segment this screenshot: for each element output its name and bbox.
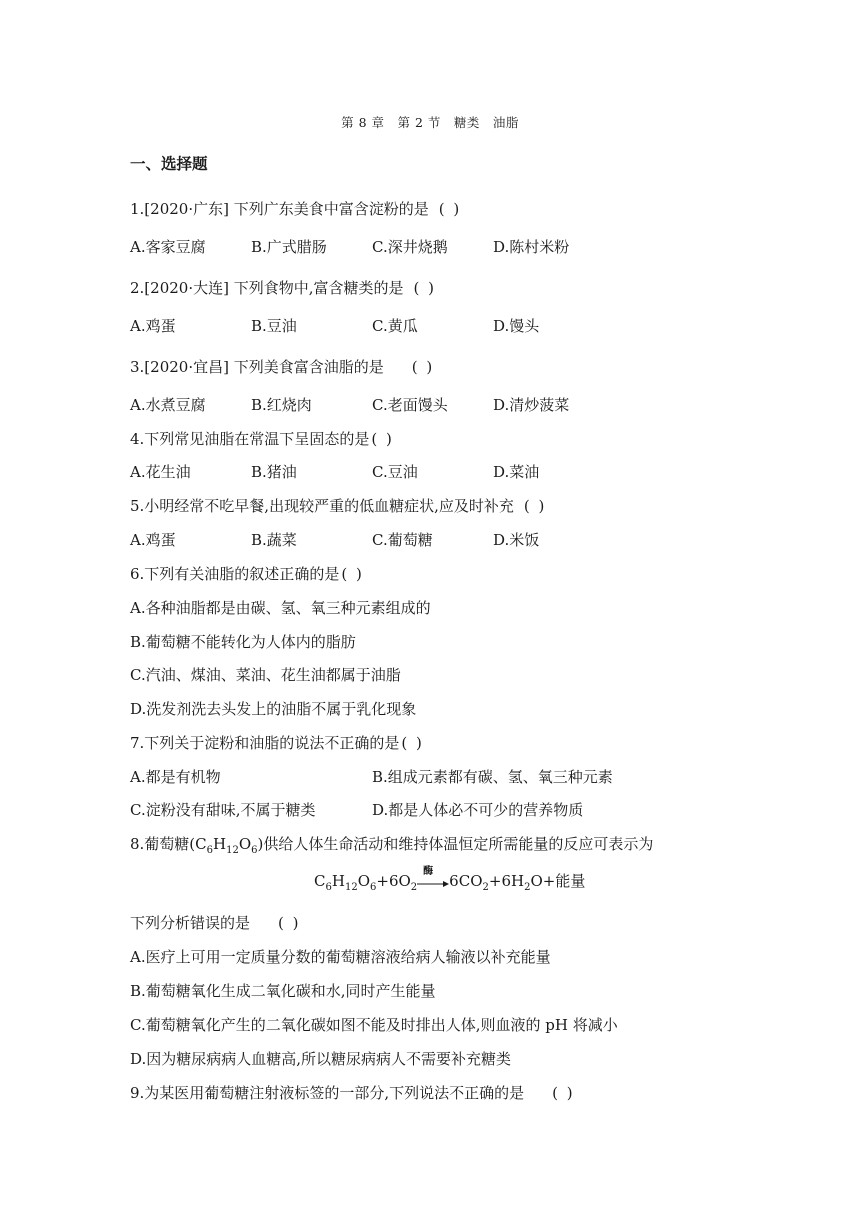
question-8 [130,833,653,856]
answer-blank: ( ) [523,497,547,515]
option-a: A.医疗上可用一定质量分数的葡萄糖溶液给病人输液以补充能量 [130,948,551,966]
question-stem: 下列分析错误的是 [130,914,251,932]
option-c: C.汽油、煤油、菜油、花生油都属于油脂 [130,666,401,684]
reaction-arrow-icon [417,866,449,888]
stem-part: )供给人体生命活动和维持体温恒定所需能量的反应可表示为 [257,835,654,853]
question-7 [130,732,424,753]
question-2 [130,277,436,298]
formula-part: O [357,872,370,890]
option-b: B.红烧肉 [251,396,312,414]
question-stem: 4.下列常见油脂在常温下呈固态的是 [130,430,370,448]
option-b: B.广式腊肠 [251,238,327,256]
option-a: A.鸡蛋 [130,531,176,549]
reaction-equation [314,866,586,893]
question-stem: 1.[2020·广东] 下列广东美食中富含淀粉的是 [130,200,429,218]
formula-part: C [314,872,326,890]
question-6 [130,563,364,584]
question-5 [130,495,546,516]
option-c: C.淀粉没有甜味,不属于糖类 [130,801,316,819]
answer-blank: ( ) [413,279,436,297]
question-stem: 9.为某医用葡萄糖注射液标签的一部分,下列说法不正确的是 [130,1084,525,1102]
subscript: 6 [251,845,258,856]
answer-blank: ( ) [552,1084,575,1102]
subscript: 2 [482,882,489,893]
answer-blank: ( ) [278,914,301,932]
question-3 [130,356,434,377]
option-d: D.洗发剂洗去头发上的油脂不属于乳化现象 [130,700,417,718]
answer-blank: ( ) [438,200,462,218]
option-c: C.黄瓜 [372,317,418,335]
option-d: D.陈村米粉 [493,238,570,256]
option-b: B.葡萄糖不能转化为人体内的脂肪 [130,633,356,651]
option-d: D.都是人体必不可少的营养物质 [372,801,584,819]
option-c: C.葡萄糖 [372,531,433,549]
subscript: 12 [344,882,358,893]
subscript: 6 [370,882,377,893]
subscript: 12 [226,845,239,856]
stem-part: H [213,835,227,853]
option-c: C.葡萄糖氧化产生的二氧化碳如图不能及时排出人体,则血液的 pH 将减小 [130,1016,618,1034]
question-stem: 7.下列关于淀粉和油脂的说法不正确的是 [130,734,400,752]
formula-part: +6O [376,872,411,890]
question-stem: 3.[2020·宜昌] 下列美食富含油脂的是 [130,358,384,376]
option-b: B.猪油 [251,463,297,481]
option-a: A.客家豆腐 [130,238,206,256]
stem-part: O [238,835,252,853]
question-4 [130,428,394,449]
section-title: 一、选择题 [130,155,208,173]
option-a: A.鸡蛋 [130,317,176,335]
option-d: D.菜油 [493,463,540,481]
option-b: B.组成元素都有碳、氢、氧三种元素 [372,768,613,786]
option-a: A.都是有机物 [130,768,221,786]
question-stem: 5.小明经常不吃早餐,出现较严重的低血糖症状,应及时补充 [130,497,514,515]
stem-part: 8.葡萄糖(C [130,835,207,853]
answer-blank: ( ) [401,734,424,752]
reaction-condition: 酶 [423,866,434,877]
formula-part: 6CO [449,872,483,890]
page-header: 第 8 章 第 2 节 糖类 油脂 [341,115,519,130]
option-b: B.葡萄糖氧化生成二氧化碳和水,同时产生能量 [130,982,436,1000]
question-stem: 6.下列有关油脂的叙述正确的是 [130,565,340,583]
option-d: D.米饭 [493,531,540,549]
subscript: 6 [206,845,214,856]
option-a: A.各种油脂都是由碳、氢、氧三种元素组成的 [130,599,431,617]
option-d: D.因为糖尿病病人血糖高,所以糖尿病病人不需要补充糖类 [130,1050,512,1068]
option-c: C.深井烧鹅 [372,238,448,256]
option-a: A.水煮豆腐 [130,396,206,414]
question-9 [130,1082,575,1103]
subscript: 6 [325,882,332,893]
formula-part: O+能量 [530,872,586,890]
option-b: B.蔬菜 [251,531,297,549]
question-8-prompt [130,912,301,933]
subscript: 2 [410,882,418,893]
answer-blank: ( ) [411,358,435,376]
question-stem: 2.[2020·大连] 下列食物中,富含糖类的是 [130,279,404,297]
answer-blank: ( ) [371,430,394,448]
formula-part: +6H [488,872,525,890]
option-a: A.花生油 [130,463,191,481]
option-d: D.馒头 [493,317,540,335]
question-1 [130,198,461,219]
option-b: B.豆油 [251,317,297,335]
option-c: C.老面馒头 [372,396,448,414]
answer-blank: ( ) [341,565,364,583]
formula-part: H [331,872,345,890]
option-c: C.豆油 [372,463,418,481]
option-d: D.清炒菠菜 [493,396,570,414]
subscript: 2 [524,882,531,893]
